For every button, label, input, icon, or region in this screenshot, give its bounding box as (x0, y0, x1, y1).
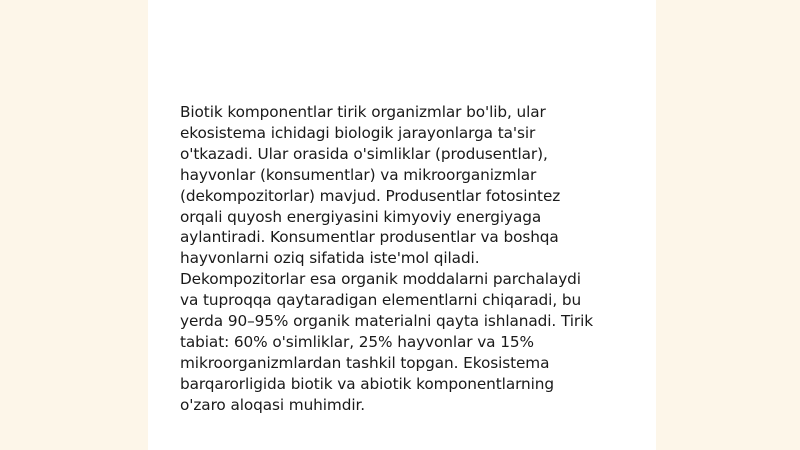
body-paragraph: Biotik komponentlar tirik organizmlar bo'lib, ular ekosistema ichidagi biologik jarayonlarga ta'sir o'tkazadi. Ular orasida o'simliklar (produsentlar), hayvonlar (konsumentlar) va mikroorganizmlar (dekompozitorlar) mavjud. Produsentlar fotosintez orqali quyosh energiyasini kimyoviy energiyaga aylantiradi. Konsumentlar produsentlar va boshqa hayvonlarni oziq sifatida iste'mol qiladi. Dekompozitorlar esa organik moddalarni parchalaydi va tuproqqa qaytaradigan elementlarni chiqaradi, bu yerda 90–95% organik materialni qayta ishlanadi. Tirik tabiat: 60% o'simliklar, 25% hayvonlar va 15% mikroorganizmlardan tashkil topgan. Ekosistema barqarorligida biotik va abiotik komponentlarning o'zaro aloqasi muhimdir. (180, 103, 593, 414)
document-page (148, 0, 656, 450)
